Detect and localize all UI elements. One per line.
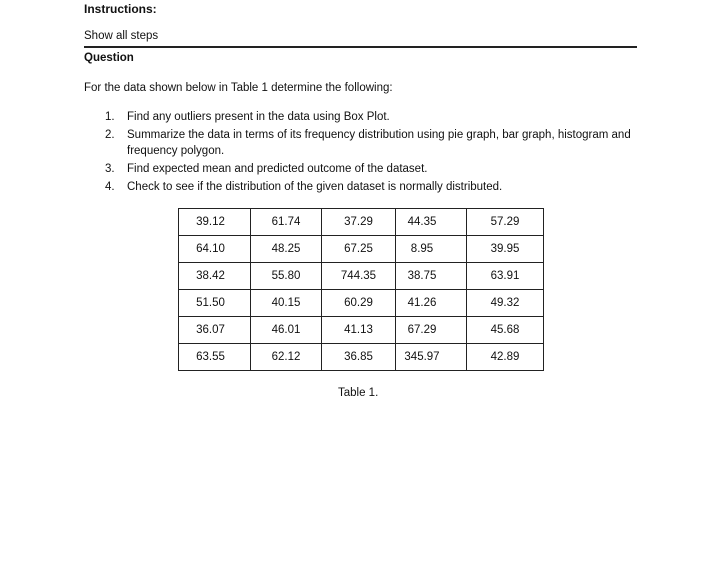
table-cell-value: 37.29: [344, 216, 373, 228]
table-cell-value: 63.55: [196, 351, 225, 363]
table-cell: [467, 317, 544, 344]
table-cell-value: 51.50: [196, 297, 225, 309]
task-text: Find any outliers present in the data using Box Plot.: [127, 111, 390, 123]
table-cell: [396, 317, 467, 344]
table-row: [179, 236, 544, 263]
table-cell: [251, 209, 322, 236]
table-cell-value: 8.95: [410, 243, 434, 255]
table-cell: [179, 209, 251, 236]
task-number: 2.: [105, 129, 115, 141]
task-item: [105, 127, 645, 159]
table-cell: [179, 344, 251, 371]
table-cell-value: 38.42: [196, 270, 225, 282]
table-cell-value: 67.25: [344, 243, 373, 255]
table-cell: [251, 236, 322, 263]
table-cell: [322, 344, 396, 371]
table-cell: [467, 263, 544, 290]
table-cell: [322, 317, 396, 344]
question-intro: For the data shown below in Table 1 determine the following:: [84, 82, 393, 94]
table-cell-value: 62.12: [271, 351, 301, 363]
table-cell: [396, 209, 467, 236]
task-text: Check to see if the distribution of the given dataset is normally distributed.: [127, 181, 503, 193]
table-cell: [179, 263, 251, 290]
table-cell-value: 42.89: [490, 351, 520, 363]
table-cell-value: 36.85: [344, 351, 373, 363]
table-cell-value: 45.68: [490, 324, 520, 336]
table-cell: [251, 344, 322, 371]
task-number: 1.: [105, 111, 115, 123]
table-cell: [251, 290, 322, 317]
table-cell: [396, 344, 467, 371]
section-divider: [84, 46, 637, 48]
task-number: 4.: [105, 181, 115, 193]
table-cell: [251, 317, 322, 344]
table-cell: [179, 290, 251, 317]
table-cell-value: 48.25: [271, 243, 301, 255]
table-cell: [179, 317, 251, 344]
table-cell: [322, 236, 396, 263]
table-cell-value: 60.29: [344, 297, 373, 309]
table-cell-value: 744.35: [340, 270, 377, 282]
table-cell: [251, 263, 322, 290]
table-cell-value: 44.35: [407, 216, 437, 228]
table-cell: [467, 344, 544, 371]
table-row: [179, 209, 544, 236]
table-row: [179, 317, 544, 344]
table-caption: Table 1.: [338, 387, 379, 399]
table-cell: [396, 290, 467, 317]
table-cell-value: 41.26: [407, 297, 437, 309]
task-item: [105, 109, 645, 125]
data-table: [178, 208, 544, 371]
table-cell-value: 63.91: [490, 270, 520, 282]
table-cell-value: 36.07: [196, 324, 225, 336]
table-cell-value: 49.32: [490, 297, 520, 309]
table-cell-value: 345.97: [404, 351, 440, 363]
table-cell: [467, 290, 544, 317]
table-cell-value: 39.12: [196, 216, 225, 228]
instructions-heading: Instructions:: [84, 2, 157, 16]
table-cell-value: 40.15: [271, 297, 301, 309]
table-cell: [467, 236, 544, 263]
table-row: [179, 344, 544, 371]
table-cell-value: 39.95: [490, 243, 520, 255]
table-cell: [322, 290, 396, 317]
data-table-body: [179, 209, 544, 371]
task-item: [105, 161, 645, 177]
table-row: [179, 263, 544, 290]
task-list: [105, 109, 645, 197]
table-cell: [396, 263, 467, 290]
table-cell-value: 41.13: [344, 324, 373, 336]
table-cell-value: 55.80: [271, 270, 301, 282]
task-text: Find expected mean and predicted outcome of the dataset.: [127, 163, 428, 175]
task-number: 3.: [105, 163, 115, 175]
table-cell: [322, 209, 396, 236]
table-cell: [467, 209, 544, 236]
table-cell-value: 67.29: [407, 324, 437, 336]
table-cell-value: 61.74: [271, 216, 301, 228]
table-cell: [396, 236, 467, 263]
question-heading: Question: [84, 52, 134, 64]
task-text: Summarize the data in terms of its frequency distribution using pie graph, bar graph, histogram and frequency polygon.: [127, 129, 631, 157]
table-row: [179, 290, 544, 317]
table-cell-value: 57.29: [490, 216, 520, 228]
task-item: [105, 179, 645, 195]
table-cell-value: 64.10: [196, 243, 225, 255]
table-cell-value: 38.75: [407, 270, 437, 282]
table-cell: [179, 236, 251, 263]
show-all-steps-text: Show all steps: [84, 30, 159, 42]
table-cell: [322, 263, 396, 290]
table-cell-value: 46.01: [271, 324, 301, 336]
